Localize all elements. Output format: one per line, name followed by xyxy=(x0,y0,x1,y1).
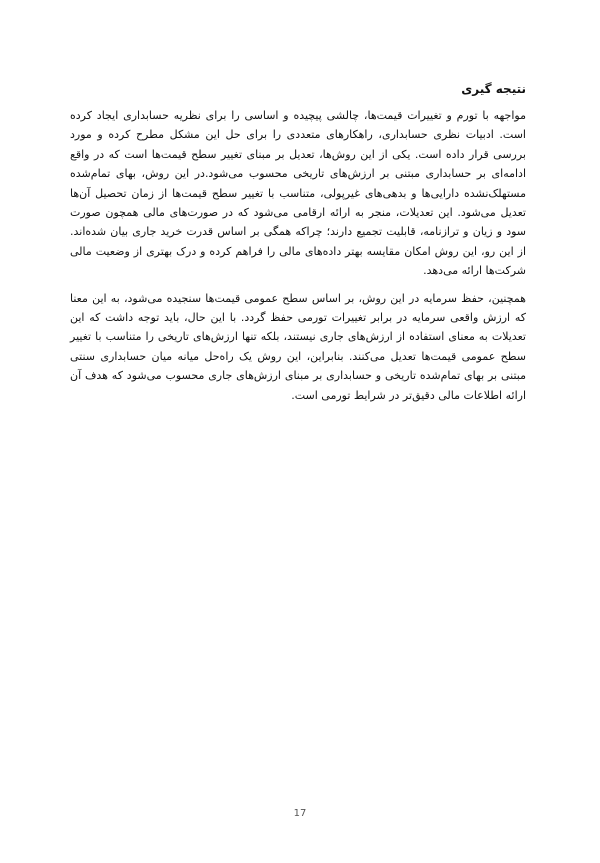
paragraph-2: همچنین، حفظ سرمایه در این روش، بر اساس سطح عمومی قیمت‌ها سنجیده می‌شود، به این معنا که ارزش واقعی سرمایه در برابر تغییرات تورمی حفظ گردد. با این حال، باید توجه داشت که این تعدیلات به معنای استفاده از ارزش‌های جاری نیستند، بلکه تنها ارزش‌های تاریخی را متناسب با تغییر سطح عمومی قیمت‌ها تعدیل می‌کنند. بنابراین، این روش یک راه‌حل میانه میان حسابداری سنتی مبتنی بر بهای تمام‌شده تاریخی و حسابداری بر مبنای ارزش‌های جاری محسوب می‌شود که هدف آن ارائه اطلاعات مالی دقیق‌تر در شرایط تورمی است. xyxy=(70,291,526,402)
section-heading: نتیجه گیری xyxy=(461,82,526,96)
page-number: 17 xyxy=(293,808,307,819)
page-content xyxy=(70,80,526,413)
paragraph-1: مواجهه با تورم و تغییرات قیمت‌ها، چالشی پیچیده و اساسی را برای نظریه حسابداری ایجاد کرده است. ادبیات نظری حسابداری، راهکارهای متعددی را برای حل این مشکل مطرح کرده و مورد بررسی قرار داده است. یکی از این روش‌ها، تعدیل بر مبنای تغییر سطح قیمت‌ها است که در واقع ادامه‌ای بر حسابداری مبتنی بر ارزش‌های تاریخی محسوب می‌شود.در این روش، بهای تمام‌شده مستهلک‌نشده دارایی‌ها و بدهی‌های غیرپولی، متناسب با تغییر سطح قیمت‌ها از زمان تحصیل آن‌ها تعدیل می‌شود. این تعدیلات، منجر به ارائه ارقامی می‌شود که در صورت‌های مالی همچون صورت سود و زیان و ترازنامه، قابلیت تجمیع دارند؛ چراکه همگی بر اساس قدرت خرید جاری بیان شده‌اند. از این رو، این روش امکان مقایسه بهتر داده‌های مالی را فراهم کرده و درک بهتری از وضعیت مالی شرکت‌ها ارائه می‌دهد. xyxy=(70,109,526,278)
